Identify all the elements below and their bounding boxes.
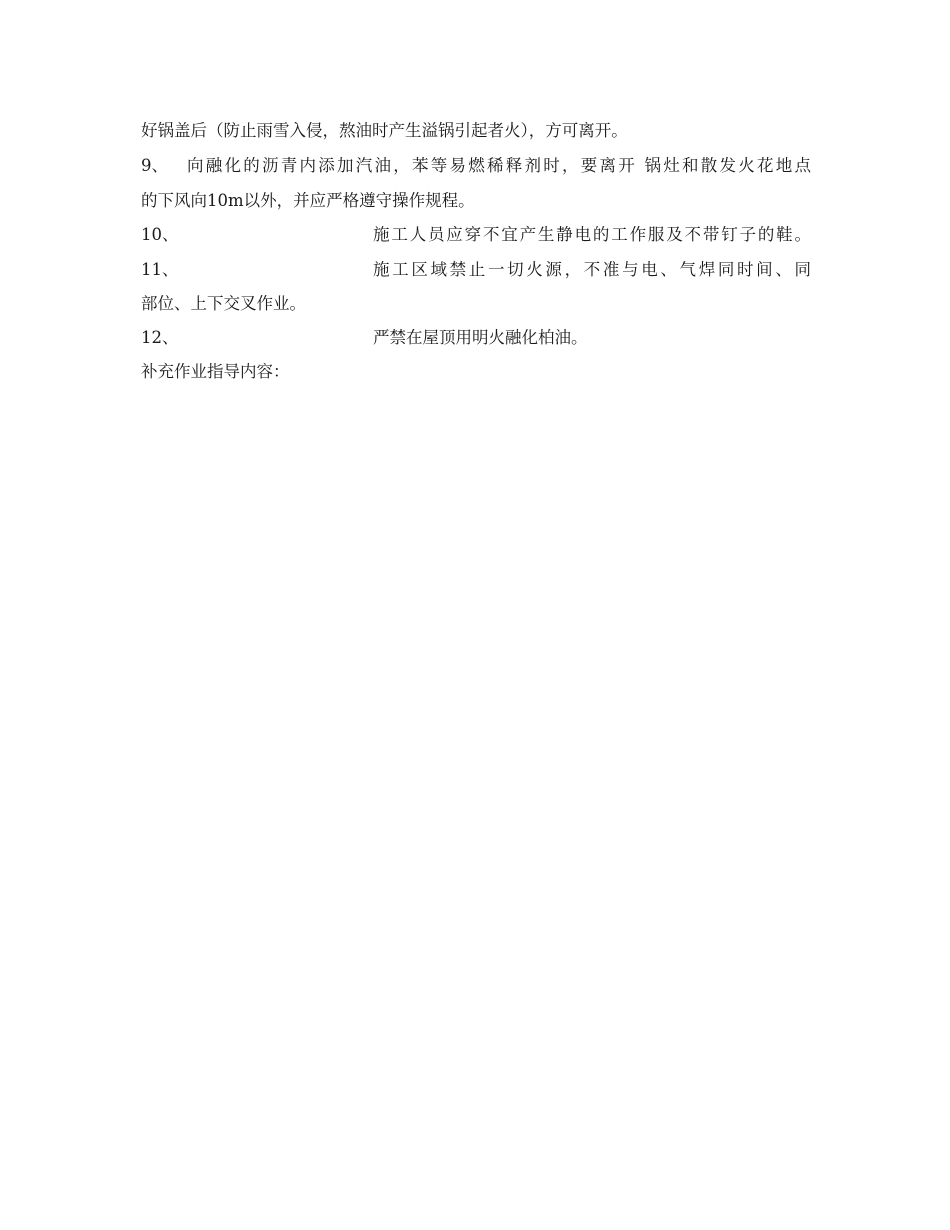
item-9-number: 9、 <box>141 156 168 175</box>
item-10-number: 10、 <box>141 225 179 244</box>
supplement-label: 补充作业指导内容： <box>141 362 290 381</box>
continuation-line: 好锅盖后（防止雨雪入侵，熬油时产生溢锅引起者火），方可离开。 <box>141 121 628 140</box>
item-9-line-1: 向融化的沥青内添加汽油，苯等易燃稀释剂时，要离开 锅灶和散发火花地点 <box>187 156 811 175</box>
item-12-number: 12、 <box>141 328 179 347</box>
item-11-line-2: 部位、上下交叉作业。 <box>141 294 306 313</box>
item-11-number: 11、 <box>141 260 179 279</box>
item-9-line-2: 的下风向10m以外，并应严格遵守操作规程。 <box>141 191 475 210</box>
item-10-text: 施工人员应穿不宜产生静电的工作服及不带钉子的鞋。 <box>373 225 811 244</box>
item-12-text: 严禁在屋顶用明火融化柏油。 <box>373 328 588 347</box>
item-11-line-1: 施工区域禁止一切火源，不准与电、气焊同时间、同 <box>373 260 811 279</box>
